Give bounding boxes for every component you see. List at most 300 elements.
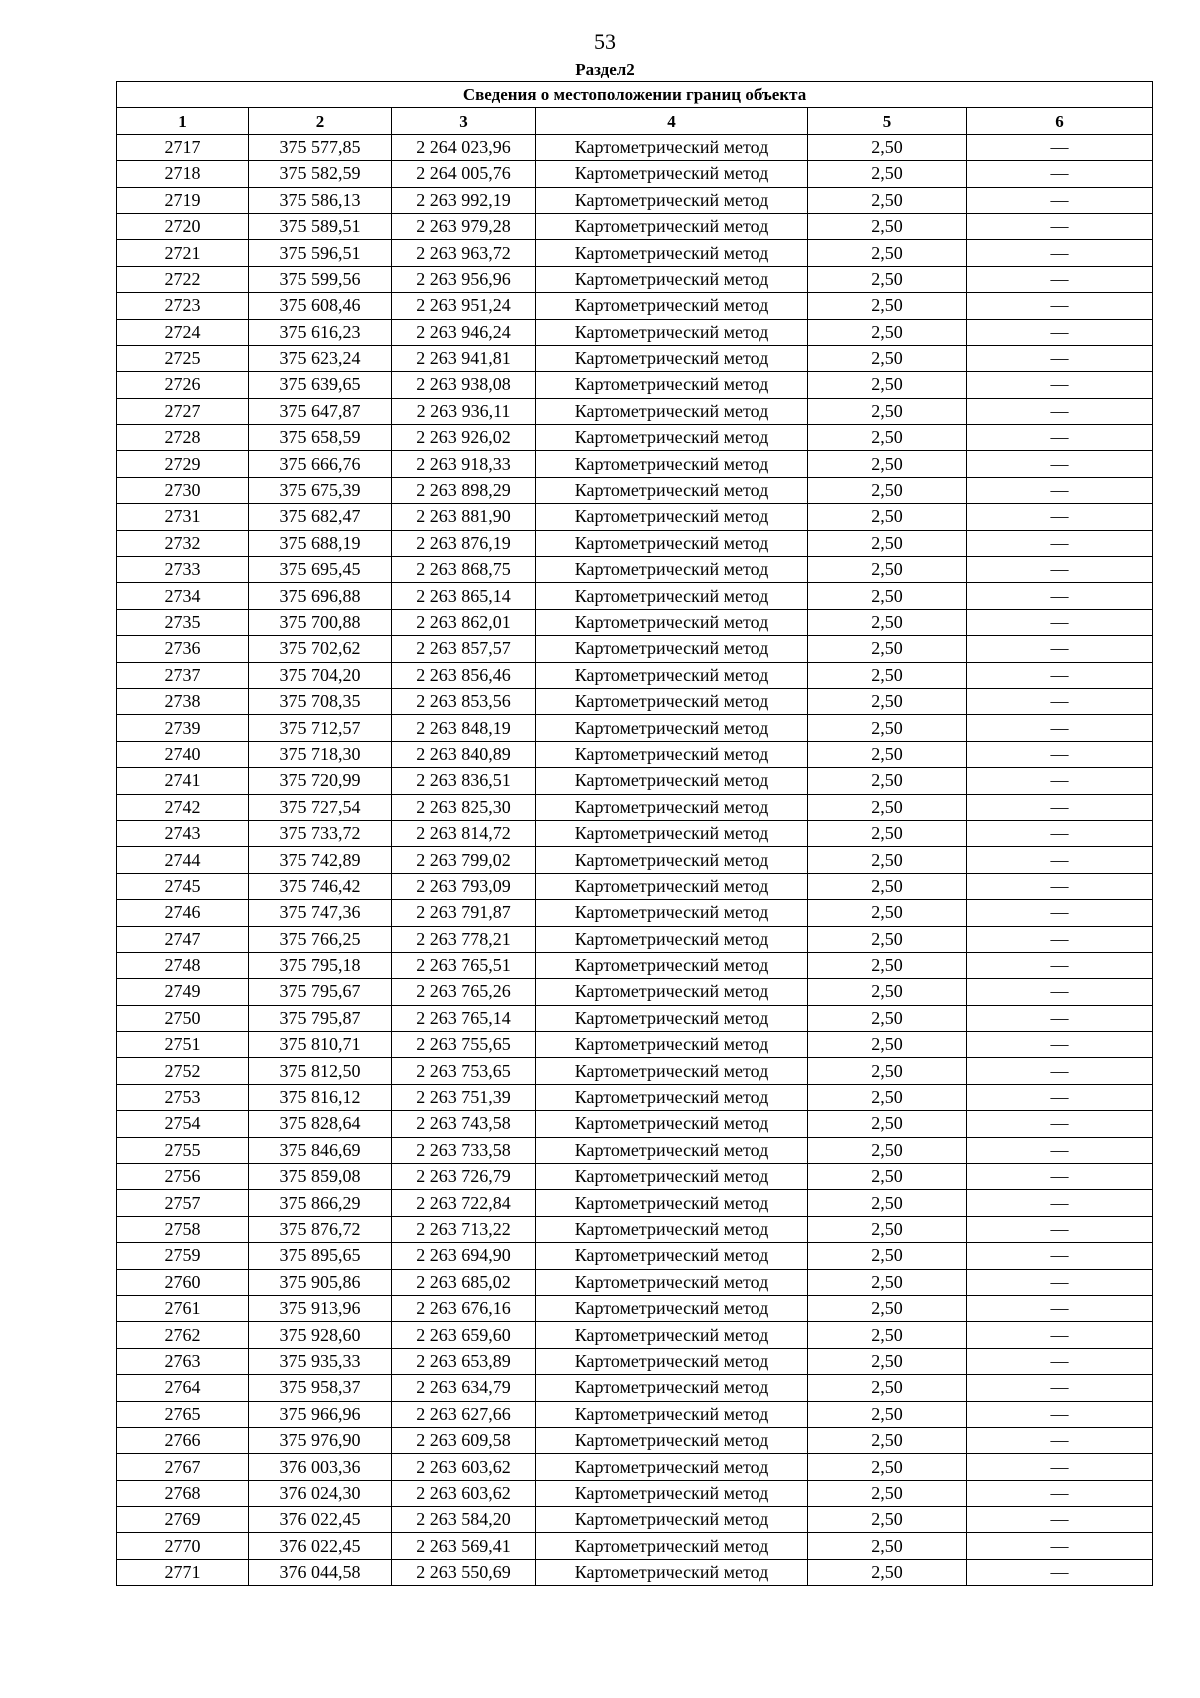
method-cell: Картометрический метод	[536, 636, 808, 662]
column-header: 5	[808, 108, 967, 134]
point-number-cell: 2744	[117, 847, 249, 873]
point-number-cell: 2747	[117, 926, 249, 952]
description-cell: —	[967, 1190, 1153, 1216]
method-cell: Картометрический метод	[536, 451, 808, 477]
method-cell: Картометрический метод	[536, 1005, 808, 1031]
x-coordinate-cell: 375 647,87	[249, 398, 392, 424]
column-header: 2	[249, 108, 392, 134]
table-row	[117, 1111, 1153, 1137]
accuracy-cell: 2,50	[808, 1190, 967, 1216]
method-cell: Картометрический метод	[536, 1032, 808, 1058]
accuracy-cell: 2,50	[808, 451, 967, 477]
method-cell: Картометрический метод	[536, 715, 808, 741]
point-number-cell: 2736	[117, 636, 249, 662]
description-cell: —	[967, 266, 1153, 292]
accuracy-cell: 2,50	[808, 1216, 967, 1242]
description-cell: —	[967, 952, 1153, 978]
point-number-cell: 2722	[117, 266, 249, 292]
y-coordinate-cell: 2 263 584,20	[392, 1507, 536, 1533]
description-cell: —	[967, 1348, 1153, 1374]
x-coordinate-cell: 375 616,23	[249, 319, 392, 345]
x-coordinate-cell: 375 658,59	[249, 425, 392, 451]
accuracy-cell: 2,50	[808, 187, 967, 213]
method-cell: Картометрический метод	[536, 820, 808, 846]
method-cell: Картометрический метод	[536, 266, 808, 292]
description-cell: —	[967, 583, 1153, 609]
table-row	[117, 1005, 1153, 1031]
point-number-cell: 2735	[117, 609, 249, 635]
y-coordinate-cell: 2 263 755,65	[392, 1032, 536, 1058]
accuracy-cell: 2,50	[808, 134, 967, 160]
point-number-cell: 2754	[117, 1111, 249, 1137]
accuracy-cell: 2,50	[808, 1164, 967, 1190]
description-cell: —	[967, 319, 1153, 345]
accuracy-cell: 2,50	[808, 1084, 967, 1110]
accuracy-cell: 2,50	[808, 372, 967, 398]
description-cell: —	[967, 1533, 1153, 1559]
point-number-cell: 2759	[117, 1243, 249, 1269]
table-row	[117, 557, 1153, 583]
accuracy-cell: 2,50	[808, 293, 967, 319]
point-number-cell: 2749	[117, 979, 249, 1005]
table-row	[117, 741, 1153, 767]
accuracy-cell: 2,50	[808, 609, 967, 635]
y-coordinate-cell: 2 263 938,08	[392, 372, 536, 398]
table-row	[117, 266, 1153, 292]
table-row	[117, 345, 1153, 371]
accuracy-cell: 2,50	[808, 873, 967, 899]
y-coordinate-cell: 2 263 793,09	[392, 873, 536, 899]
table-row	[117, 530, 1153, 556]
y-coordinate-cell: 2 263 876,19	[392, 530, 536, 556]
method-cell: Картометрический метод	[536, 1269, 808, 1295]
point-number-cell: 2763	[117, 1348, 249, 1374]
table-row	[117, 688, 1153, 714]
description-cell: —	[967, 425, 1153, 451]
point-number-cell: 2729	[117, 451, 249, 477]
method-cell: Картометрический метод	[536, 477, 808, 503]
description-cell: —	[967, 1295, 1153, 1321]
x-coordinate-cell: 375 746,42	[249, 873, 392, 899]
method-cell: Картометрический метод	[536, 794, 808, 820]
accuracy-cell: 2,50	[808, 1401, 967, 1427]
table-row	[117, 1216, 1153, 1242]
accuracy-cell: 2,50	[808, 979, 967, 1005]
accuracy-cell: 2,50	[808, 530, 967, 556]
y-coordinate-cell: 2 263 979,28	[392, 213, 536, 239]
table-row	[117, 161, 1153, 187]
x-coordinate-cell: 375 608,46	[249, 293, 392, 319]
table-row	[117, 636, 1153, 662]
accuracy-cell: 2,50	[808, 319, 967, 345]
y-coordinate-cell: 2 263 603,62	[392, 1480, 536, 1506]
method-cell: Картометрический метод	[536, 319, 808, 345]
method-cell: Картометрический метод	[536, 873, 808, 899]
accuracy-cell: 2,50	[808, 213, 967, 239]
description-cell: —	[967, 1269, 1153, 1295]
x-coordinate-cell: 375 876,72	[249, 1216, 392, 1242]
section-title: Раздел2	[575, 60, 635, 79]
method-cell: Картометрический метод	[536, 293, 808, 319]
description-cell: —	[967, 398, 1153, 424]
x-coordinate-cell: 375 905,86	[249, 1269, 392, 1295]
table-row	[117, 900, 1153, 926]
description-cell: —	[967, 794, 1153, 820]
x-coordinate-cell: 375 577,85	[249, 134, 392, 160]
point-number-cell: 2734	[117, 583, 249, 609]
method-cell: Картометрический метод	[536, 1058, 808, 1084]
description-cell: —	[967, 1137, 1153, 1163]
point-number-cell: 2741	[117, 768, 249, 794]
point-number-cell: 2724	[117, 319, 249, 345]
y-coordinate-cell: 2 264 023,96	[392, 134, 536, 160]
accuracy-cell: 2,50	[808, 900, 967, 926]
point-number-cell: 2760	[117, 1269, 249, 1295]
accuracy-cell: 2,50	[808, 662, 967, 688]
method-cell: Картометрический метод	[536, 768, 808, 794]
point-number-cell: 2752	[117, 1058, 249, 1084]
table-row	[117, 820, 1153, 846]
y-coordinate-cell: 2 263 836,51	[392, 768, 536, 794]
method-cell: Картометрический метод	[536, 847, 808, 873]
method-cell: Картометрический метод	[536, 1507, 808, 1533]
table-row	[117, 398, 1153, 424]
point-number-cell: 2746	[117, 900, 249, 926]
table-row	[117, 451, 1153, 477]
description-cell: —	[967, 134, 1153, 160]
x-coordinate-cell: 375 688,19	[249, 530, 392, 556]
point-number-cell: 2739	[117, 715, 249, 741]
table-row	[117, 926, 1153, 952]
y-coordinate-cell: 2 263 751,39	[392, 1084, 536, 1110]
x-coordinate-cell: 375 712,57	[249, 715, 392, 741]
point-number-cell: 2721	[117, 240, 249, 266]
x-coordinate-cell: 375 935,33	[249, 1348, 392, 1374]
description-cell: —	[967, 1164, 1153, 1190]
accuracy-cell: 2,50	[808, 952, 967, 978]
description-cell: —	[967, 979, 1153, 1005]
description-cell: —	[967, 688, 1153, 714]
table-row	[117, 504, 1153, 530]
table-row	[117, 1058, 1153, 1084]
table-row	[117, 240, 1153, 266]
method-cell: Картометрический метод	[536, 1375, 808, 1401]
y-coordinate-cell: 2 263 898,29	[392, 477, 536, 503]
table-row	[117, 134, 1153, 160]
y-coordinate-cell: 2 263 791,87	[392, 900, 536, 926]
x-coordinate-cell: 375 747,36	[249, 900, 392, 926]
x-coordinate-cell: 375 812,50	[249, 1058, 392, 1084]
point-number-cell: 2771	[117, 1559, 249, 1585]
table-caption: Сведения о местоположении границ объекта	[117, 82, 1153, 108]
method-cell: Картометрический метод	[536, 213, 808, 239]
description-cell: —	[967, 1427, 1153, 1453]
method-cell: Картометрический метод	[536, 557, 808, 583]
description-cell: —	[967, 477, 1153, 503]
method-cell: Картометрический метод	[536, 1348, 808, 1374]
point-number-cell: 2740	[117, 741, 249, 767]
y-coordinate-cell: 2 263 865,14	[392, 583, 536, 609]
point-number-cell: 2743	[117, 820, 249, 846]
description-cell: —	[967, 609, 1153, 635]
accuracy-cell: 2,50	[808, 557, 967, 583]
point-number-cell: 2762	[117, 1322, 249, 1348]
table-row	[117, 1427, 1153, 1453]
y-coordinate-cell: 2 264 005,76	[392, 161, 536, 187]
x-coordinate-cell: 375 639,65	[249, 372, 392, 398]
accuracy-cell: 2,50	[808, 1559, 967, 1585]
method-cell: Картометрический метод	[536, 952, 808, 978]
y-coordinate-cell: 2 263 881,90	[392, 504, 536, 530]
y-coordinate-cell: 2 263 765,14	[392, 1005, 536, 1031]
accuracy-cell: 2,50	[808, 1507, 967, 1533]
x-coordinate-cell: 375 895,65	[249, 1243, 392, 1269]
column-header: 1	[117, 108, 249, 134]
x-coordinate-cell: 376 024,30	[249, 1480, 392, 1506]
method-cell: Картометрический метод	[536, 1164, 808, 1190]
x-coordinate-cell: 375 928,60	[249, 1322, 392, 1348]
method-cell: Картометрический метод	[536, 504, 808, 530]
x-coordinate-cell: 376 022,45	[249, 1507, 392, 1533]
x-coordinate-cell: 375 582,59	[249, 161, 392, 187]
point-number-cell: 2738	[117, 688, 249, 714]
y-coordinate-cell: 2 263 722,84	[392, 1190, 536, 1216]
y-coordinate-cell: 2 263 868,75	[392, 557, 536, 583]
method-cell: Картометрический метод	[536, 425, 808, 451]
accuracy-cell: 2,50	[808, 1322, 967, 1348]
accuracy-cell: 2,50	[808, 1269, 967, 1295]
accuracy-cell: 2,50	[808, 1005, 967, 1031]
description-cell: —	[967, 213, 1153, 239]
y-coordinate-cell: 2 263 936,11	[392, 398, 536, 424]
description-cell: —	[967, 1032, 1153, 1058]
x-coordinate-cell: 375 810,71	[249, 1032, 392, 1058]
table-caption-row	[117, 82, 1153, 108]
page-number: 53	[594, 29, 616, 54]
description-cell: —	[967, 1375, 1153, 1401]
x-coordinate-cell: 375 682,47	[249, 504, 392, 530]
method-cell: Картометрический метод	[536, 741, 808, 767]
y-coordinate-cell: 2 263 946,24	[392, 319, 536, 345]
point-number-cell: 2750	[117, 1005, 249, 1031]
accuracy-cell: 2,50	[808, 926, 967, 952]
table-row	[117, 979, 1153, 1005]
method-cell: Картометрический метод	[536, 530, 808, 556]
x-coordinate-cell: 375 966,96	[249, 1401, 392, 1427]
description-cell: —	[967, 557, 1153, 583]
y-coordinate-cell: 2 263 609,58	[392, 1427, 536, 1453]
method-cell: Картометрический метод	[536, 1111, 808, 1137]
method-cell: Картометрический метод	[536, 1322, 808, 1348]
table-body	[117, 134, 1153, 1585]
table-row	[117, 319, 1153, 345]
y-coordinate-cell: 2 263 814,72	[392, 820, 536, 846]
accuracy-cell: 2,50	[808, 636, 967, 662]
method-cell: Картометрический метод	[536, 1480, 808, 1506]
table-row	[117, 477, 1153, 503]
method-cell: Картометрический метод	[536, 372, 808, 398]
accuracy-cell: 2,50	[808, 1454, 967, 1480]
y-coordinate-cell: 2 263 659,60	[392, 1322, 536, 1348]
point-number-cell: 2758	[117, 1216, 249, 1242]
y-coordinate-cell: 2 263 634,79	[392, 1375, 536, 1401]
description-cell: —	[967, 1058, 1153, 1084]
y-coordinate-cell: 2 263 951,24	[392, 293, 536, 319]
y-coordinate-cell: 2 263 799,02	[392, 847, 536, 873]
method-cell: Картометрический метод	[536, 187, 808, 213]
method-cell: Картометрический метод	[536, 1216, 808, 1242]
accuracy-cell: 2,50	[808, 1137, 967, 1163]
x-coordinate-cell: 375 589,51	[249, 213, 392, 239]
x-coordinate-cell: 375 727,54	[249, 794, 392, 820]
table-row	[117, 1401, 1153, 1427]
method-cell: Картометрический метод	[536, 1243, 808, 1269]
description-cell: —	[967, 662, 1153, 688]
y-coordinate-cell: 2 263 856,46	[392, 662, 536, 688]
description-cell: —	[967, 1507, 1153, 1533]
table-row	[117, 609, 1153, 635]
point-number-cell: 2757	[117, 1190, 249, 1216]
point-number-cell: 2768	[117, 1480, 249, 1506]
y-coordinate-cell: 2 263 569,41	[392, 1533, 536, 1559]
x-coordinate-cell: 375 733,72	[249, 820, 392, 846]
table-row	[117, 425, 1153, 451]
accuracy-cell: 2,50	[808, 425, 967, 451]
table-row	[117, 794, 1153, 820]
description-cell: —	[967, 1111, 1153, 1137]
table-row	[117, 1454, 1153, 1480]
y-coordinate-cell: 2 263 753,65	[392, 1058, 536, 1084]
y-coordinate-cell: 2 263 926,02	[392, 425, 536, 451]
x-coordinate-cell: 375 742,89	[249, 847, 392, 873]
description-cell: —	[967, 1084, 1153, 1110]
y-coordinate-cell: 2 263 765,26	[392, 979, 536, 1005]
table-row	[117, 187, 1153, 213]
point-number-cell: 2745	[117, 873, 249, 899]
column-header: 6	[967, 108, 1153, 134]
x-coordinate-cell: 375 766,25	[249, 926, 392, 952]
method-cell: Картометрический метод	[536, 900, 808, 926]
accuracy-cell: 2,50	[808, 1032, 967, 1058]
accuracy-cell: 2,50	[808, 820, 967, 846]
table-row	[117, 1190, 1153, 1216]
y-coordinate-cell: 2 263 713,22	[392, 1216, 536, 1242]
description-cell: —	[967, 1216, 1153, 1242]
description-cell: —	[967, 187, 1153, 213]
method-cell: Картометрический метод	[536, 1533, 808, 1559]
x-coordinate-cell: 375 720,99	[249, 768, 392, 794]
accuracy-cell: 2,50	[808, 1480, 967, 1506]
accuracy-cell: 2,50	[808, 1111, 967, 1137]
x-coordinate-cell: 375 976,90	[249, 1427, 392, 1453]
method-cell: Картометрический метод	[536, 1190, 808, 1216]
table-row	[117, 1164, 1153, 1190]
y-coordinate-cell: 2 263 676,16	[392, 1295, 536, 1321]
y-coordinate-cell: 2 263 603,62	[392, 1454, 536, 1480]
x-coordinate-cell: 375 913,96	[249, 1295, 392, 1321]
table-row	[117, 715, 1153, 741]
table-row	[117, 662, 1153, 688]
method-cell: Картометрический метод	[536, 134, 808, 160]
table-row	[117, 1533, 1153, 1559]
point-number-cell: 2723	[117, 293, 249, 319]
description-cell: —	[967, 847, 1153, 873]
method-cell: Картометрический метод	[536, 1137, 808, 1163]
y-coordinate-cell: 2 263 956,96	[392, 266, 536, 292]
table-row	[117, 372, 1153, 398]
point-number-cell: 2748	[117, 952, 249, 978]
x-coordinate-cell: 375 695,45	[249, 557, 392, 583]
point-number-cell: 2765	[117, 1401, 249, 1427]
point-number-cell: 2717	[117, 134, 249, 160]
y-coordinate-cell: 2 263 685,02	[392, 1269, 536, 1295]
description-cell: —	[967, 900, 1153, 926]
description-cell: —	[967, 345, 1153, 371]
method-cell: Картометрический метод	[536, 1084, 808, 1110]
description-cell: —	[967, 240, 1153, 266]
table-row	[117, 213, 1153, 239]
y-coordinate-cell: 2 263 840,89	[392, 741, 536, 767]
x-coordinate-cell: 376 003,36	[249, 1454, 392, 1480]
method-cell: Картометрический метод	[536, 398, 808, 424]
table-row	[117, 847, 1153, 873]
coordinates-table	[116, 81, 1153, 1586]
x-coordinate-cell: 375 846,69	[249, 1137, 392, 1163]
point-number-cell: 2761	[117, 1295, 249, 1321]
y-coordinate-cell: 2 263 653,89	[392, 1348, 536, 1374]
description-cell: —	[967, 1401, 1153, 1427]
point-number-cell: 2730	[117, 477, 249, 503]
x-coordinate-cell: 375 704,20	[249, 662, 392, 688]
x-coordinate-cell: 375 795,18	[249, 952, 392, 978]
x-coordinate-cell: 375 795,67	[249, 979, 392, 1005]
accuracy-cell: 2,50	[808, 1375, 967, 1401]
y-coordinate-cell: 2 263 627,66	[392, 1401, 536, 1427]
point-number-cell: 2720	[117, 213, 249, 239]
point-number-cell: 2718	[117, 161, 249, 187]
table-row	[117, 1322, 1153, 1348]
y-coordinate-cell: 2 263 726,79	[392, 1164, 536, 1190]
accuracy-cell: 2,50	[808, 768, 967, 794]
point-number-cell: 2725	[117, 345, 249, 371]
description-cell: —	[967, 293, 1153, 319]
table-row	[117, 1559, 1153, 1585]
table-row	[117, 1269, 1153, 1295]
column-header-row	[117, 108, 1153, 134]
description-cell: —	[967, 451, 1153, 477]
point-number-cell: 2764	[117, 1375, 249, 1401]
description-cell: —	[967, 504, 1153, 530]
method-cell: Картометрический метод	[536, 662, 808, 688]
y-coordinate-cell: 2 263 694,90	[392, 1243, 536, 1269]
description-cell: —	[967, 1005, 1153, 1031]
description-cell: —	[967, 926, 1153, 952]
point-number-cell: 2733	[117, 557, 249, 583]
method-cell: Картометрический метод	[536, 583, 808, 609]
description-cell: —	[967, 161, 1153, 187]
point-number-cell: 2731	[117, 504, 249, 530]
x-coordinate-cell: 375 702,62	[249, 636, 392, 662]
accuracy-cell: 2,50	[808, 1348, 967, 1374]
x-coordinate-cell: 375 859,08	[249, 1164, 392, 1190]
x-coordinate-cell: 375 708,35	[249, 688, 392, 714]
y-coordinate-cell: 2 263 765,51	[392, 952, 536, 978]
method-cell: Картометрический метод	[536, 1295, 808, 1321]
accuracy-cell: 2,50	[808, 1533, 967, 1559]
x-coordinate-cell: 375 816,12	[249, 1084, 392, 1110]
description-cell: —	[967, 636, 1153, 662]
accuracy-cell: 2,50	[808, 398, 967, 424]
